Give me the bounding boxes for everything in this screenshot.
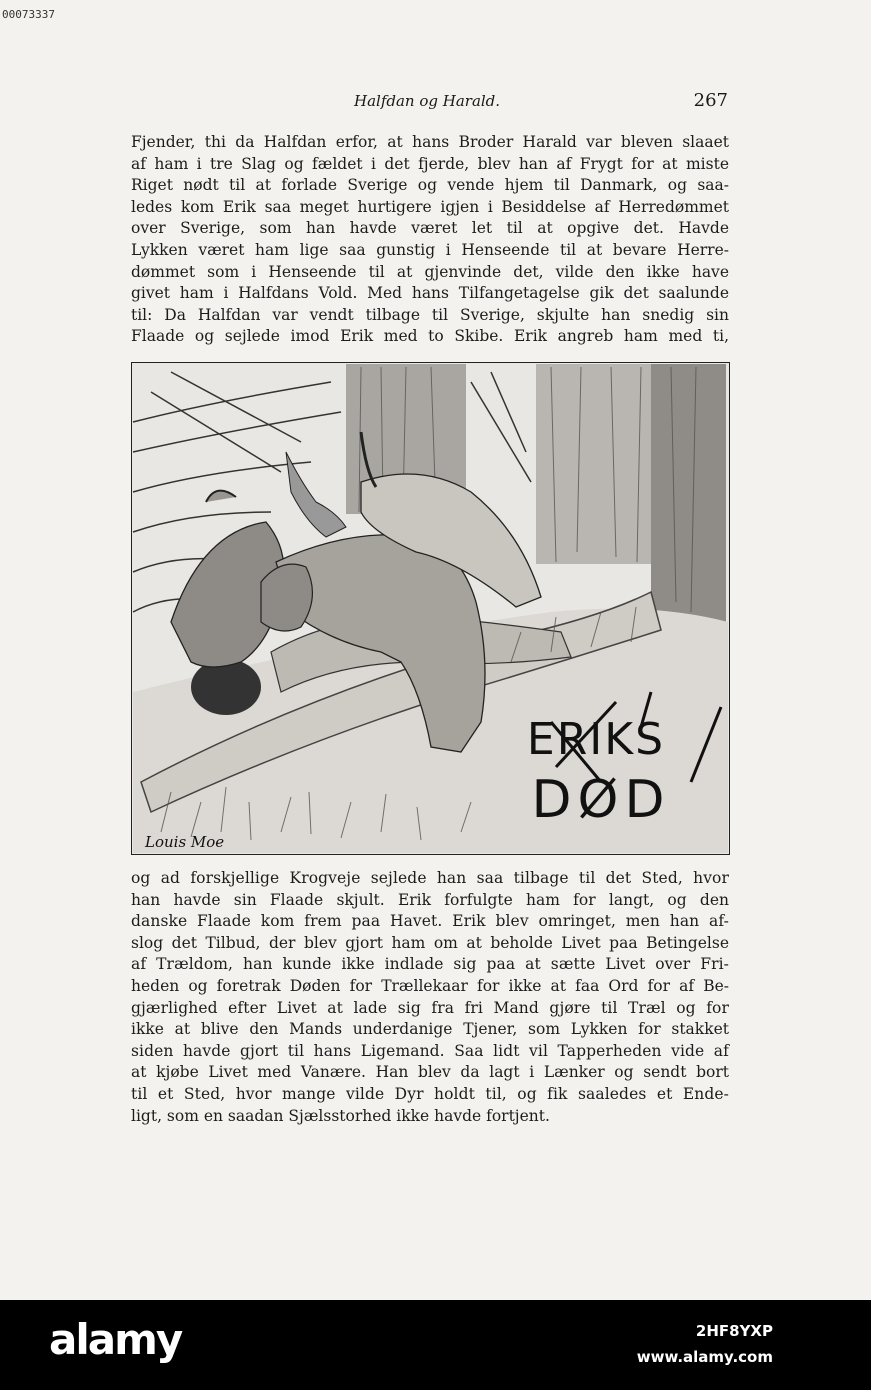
- paragraph-top: [131, 132, 729, 348]
- text-line: til et Sted, hvor mange vilde Dyr holdt til, og fik saaledes et Ende-: [131, 1084, 729, 1103]
- text-line: heden og foretrak Døden for Trællekaar for ikke at faa Ord for af Be-: [131, 976, 729, 995]
- caption-eriks: ERIKS: [526, 714, 666, 765]
- text-line: over Sverige, som han havde været let til at opgive det. Havde: [131, 219, 729, 238]
- image-id: 2HF8YXP: [695, 1322, 773, 1340]
- text-line: han havde sin Flaade skjult. Erik forfulgte ham for langt, og den: [131, 890, 729, 909]
- text-line: siden havde gjort til hans Ligemand. Saa lidt vil Tapperheden vide af: [131, 1041, 729, 1060]
- caption-dod: DØD: [531, 770, 671, 830]
- text-line: af ham i tre Slag og fældet i det fjerde, blev han af Frygt for at miste: [131, 154, 729, 173]
- illustration-eriks-dod: [131, 362, 730, 855]
- text-line: ligt, som en saadan Sjælsstorhed ikke havde fortjent.: [131, 1106, 550, 1125]
- scan-id: 00073337: [2, 8, 55, 21]
- alamy-logo: alamy: [49, 1315, 182, 1364]
- text-line: til: Da Halfdan var vendt tilbage til Sverige, skjulte han snedig sin: [131, 305, 729, 324]
- text-line: af Trældom, han kunde ikke indlade sig paa at sætte Livet over Fri-: [131, 955, 729, 974]
- text-line: gjærlighed efter Livet at lade sig fra fri Mand gjøre til Træl og for: [131, 998, 729, 1017]
- text-line: slog det Tilbud, der blev gjort ham om at beholde Livet paa Betingelse: [131, 933, 729, 952]
- watermark-url: www.alamy.com: [636, 1348, 773, 1366]
- text-line: at kjøbe Livet med Vanære. Han blev da lagt i Lænker og sendt bort: [131, 1063, 729, 1082]
- text-line: danske Flaade kom frem paa Havet. Erik blev omringet, men han af-: [131, 912, 729, 931]
- text-line: dømmet som i Henseende til at gjenvinde det, vilde den ikke have: [131, 262, 729, 281]
- text-line: Fjender, thi da Halfdan erfor, at hans Broder Harald var bleven slaaet: [131, 133, 729, 151]
- page-header: [130, 90, 730, 116]
- artist-signature: Louis Moe: [145, 833, 225, 851]
- text-line: ledes kom Erik saa meget hurtigere igjen i Besiddelse af Herredømmet: [131, 197, 729, 216]
- running-title: Halfdan og Harald.: [354, 92, 501, 110]
- paragraph-bottom: [131, 868, 729, 1127]
- text-line: Riget nødt til at forlade Sverige og vende hjem til Danmark, og saa-: [131, 176, 729, 195]
- page-number: 267: [693, 90, 728, 111]
- text-line: givet ham i Halfdans Vold. Med hans Tilfangetagelse gik det saalunde: [131, 284, 729, 303]
- text-line: ikke at blive den Mands underdanige Tjener, som Lykken for stakket: [131, 1020, 729, 1039]
- text-line: og ad forskjellige Krogveje sejlede han saa tilbage til det Sted, hvor: [131, 869, 729, 887]
- text-line: Lykken været ham lige saa gunstig i Henseende til at bevare Herre-: [131, 240, 729, 259]
- text-line: Flaade og sejlede imod Erik med to Skibe. Erik angreb ham med ti,: [131, 327, 729, 346]
- illustration-artwork: [131, 362, 730, 855]
